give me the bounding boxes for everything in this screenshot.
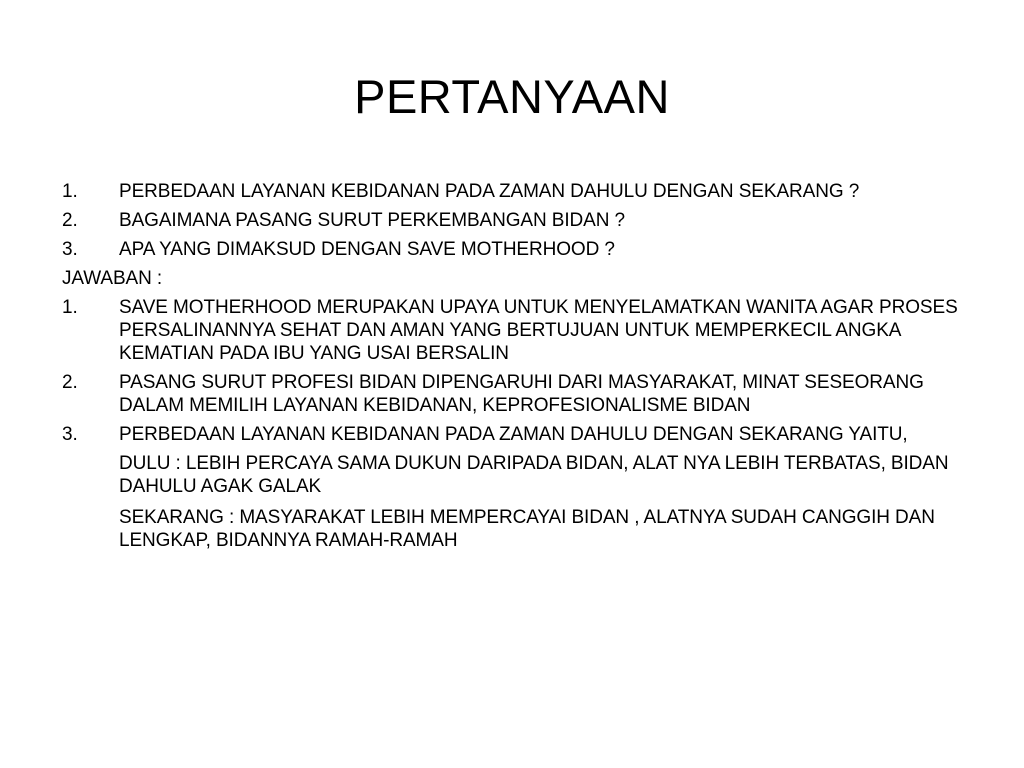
item-number: 1. bbox=[62, 297, 78, 318]
answer-item bbox=[62, 296, 982, 365]
answer-item bbox=[62, 423, 982, 446]
item-number: 1. bbox=[62, 181, 78, 202]
answer-detail-past: DULU : LEBIH PERCAYA SAMA DUKUN DARIPADA BIDAN, ALAT NYA LEBIH TERBATAS, BIDAN DAHULU AGAK GALAK bbox=[119, 453, 949, 497]
item-number: 3. bbox=[62, 239, 78, 260]
slide-body bbox=[62, 180, 982, 552]
answer-text: PERBEDAAN LAYANAN KEBIDANAN PADA ZAMAN DAHULU DENGAN SEKARANG YAITU, bbox=[119, 424, 908, 445]
question-text: APA YANG DIMAKSUD DENGAN SAVE MOTHERHOOD ? bbox=[119, 239, 615, 260]
answer-text: PASANG SURUT PROFESI BIDAN DIPENGARUHI DARI MASYARAKAT, MINAT SESEORANG DALAM MEMILIH LAYANAN KEBIDANAN, KEPROFESIONALISME BIDAN bbox=[119, 372, 924, 416]
question-item bbox=[62, 180, 982, 203]
slide-title: PERTANYAAN bbox=[354, 70, 670, 123]
question-item bbox=[62, 238, 982, 261]
item-number: 2. bbox=[62, 372, 78, 393]
question-item bbox=[62, 209, 982, 232]
item-number: 2. bbox=[62, 210, 78, 231]
answer-detail-present: SEKARANG : MASYARAKAT LEBIH MEMPERCAYAI BIDAN , ALATNYA SUDAH CANGGIH DAN LENGKAP, BIDANNYA RAMAH-RAMAH bbox=[119, 507, 935, 551]
item-number: 3. bbox=[62, 424, 78, 445]
answers-label: JAWABAN : bbox=[62, 268, 163, 289]
answer-text: SAVE MOTHERHOOD MERUPAKAN UPAYA UNTUK MENYELAMATKAN WANITA AGAR PROSES PERSALINANNYA SEHAT DAN AMAN YANG BERTUJUAN UNTUK MEMPERKECIL ANGKA KEMATIAN PADA IBU YANG USAI BERSALIN bbox=[119, 297, 958, 364]
question-text: PERBEDAAN LAYANAN KEBIDANAN PADA ZAMAN DAHULU DENGAN SEKARANG ? bbox=[119, 181, 860, 202]
question-text: BAGAIMANA PASANG SURUT PERKEMBANGAN BIDAN ? bbox=[119, 210, 626, 231]
answer-item bbox=[62, 371, 982, 417]
